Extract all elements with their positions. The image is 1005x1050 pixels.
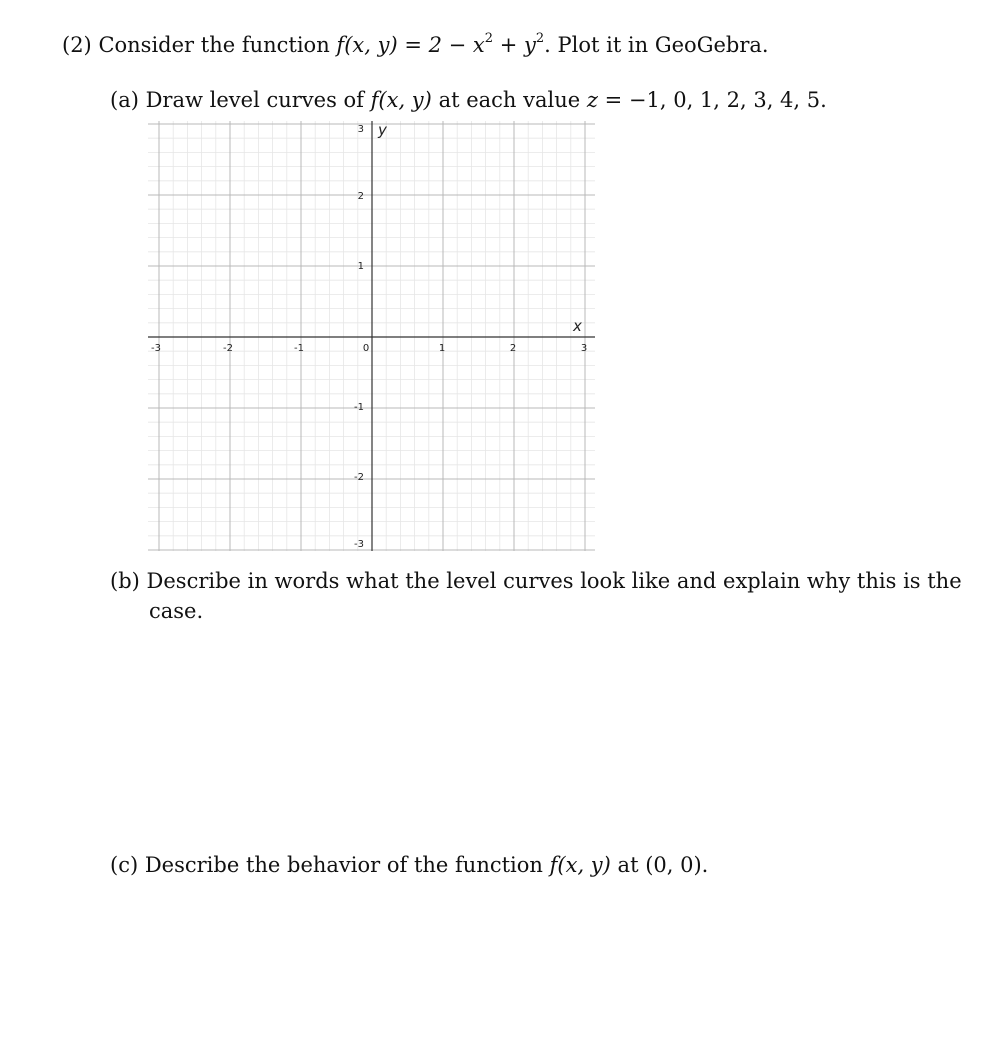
function-end: . xyxy=(544,33,551,57)
function-exponent-1: 2 xyxy=(484,31,494,46)
level-curve-graph xyxy=(148,121,595,551)
x-tick-neg3: -3 xyxy=(151,343,161,354)
x-tick-1: 1 xyxy=(438,343,446,354)
part-c-text-before: Describe the behavior of the function xyxy=(144,853,543,877)
x-tick-2: 2 xyxy=(509,343,517,354)
part-a-z-variable: z xyxy=(586,88,598,112)
part-a-text-before: Draw level curves of xyxy=(145,88,364,112)
function-name: f xyxy=(336,33,345,57)
problem-instruction: Plot it in GeoGebra. xyxy=(557,33,769,57)
x-tick-neg2: -2 xyxy=(223,343,233,354)
y-tick-neg3: -3 xyxy=(354,539,364,550)
y-tick-1: 1 xyxy=(357,261,364,272)
part-a-label: (a) xyxy=(110,88,139,112)
part-c-answer-space xyxy=(110,885,970,1025)
part-c-statement xyxy=(110,852,708,878)
part-a-function-name: f xyxy=(370,88,379,112)
part-c-label: (c) xyxy=(110,853,139,877)
part-b-label: (b) xyxy=(110,569,140,593)
x-axis-label: x xyxy=(573,317,582,335)
graph-svg xyxy=(148,121,595,551)
function-middle: + y xyxy=(493,33,536,57)
y-axis-label: y xyxy=(378,121,387,139)
part-b-continuation xyxy=(149,598,203,624)
x-tick-3: 3 xyxy=(580,343,588,354)
part-c-point: (0, 0). xyxy=(645,853,709,877)
part-c-text-at: at xyxy=(617,853,639,877)
part-b-text-line-1: Describe in words what the level curves look like and explain why this is the xyxy=(146,569,962,593)
part-b-statement xyxy=(110,568,962,594)
part-a-z-values: = −1, 0, 1, 2, 3, 4, 5. xyxy=(604,88,827,112)
function-args: (x, y) = 2 − x xyxy=(344,33,485,57)
problem-statement xyxy=(62,32,769,58)
part-a-statement xyxy=(110,87,827,113)
y-tick-3: 3 xyxy=(357,124,364,135)
problem-intro-text: Consider the function xyxy=(98,33,330,57)
x-tick-neg1: -1 xyxy=(294,343,304,354)
function-exponent-2: 2 xyxy=(535,31,545,46)
origin-tick: 0 xyxy=(362,343,370,354)
part-a-function-args: (x, y) xyxy=(378,88,432,112)
part-c-function-args: (x, y) xyxy=(557,853,611,877)
part-b-answer-space xyxy=(110,630,970,840)
y-tick-neg1: -1 xyxy=(354,402,364,413)
y-tick-2: 2 xyxy=(357,191,364,202)
part-a-text-after: at each value xyxy=(438,88,581,112)
part-c-function-name: f xyxy=(549,853,558,877)
y-tick-neg2: -2 xyxy=(354,472,364,483)
problem-number: (2) xyxy=(62,33,92,57)
part-b-text-line-2: case. xyxy=(149,599,204,623)
